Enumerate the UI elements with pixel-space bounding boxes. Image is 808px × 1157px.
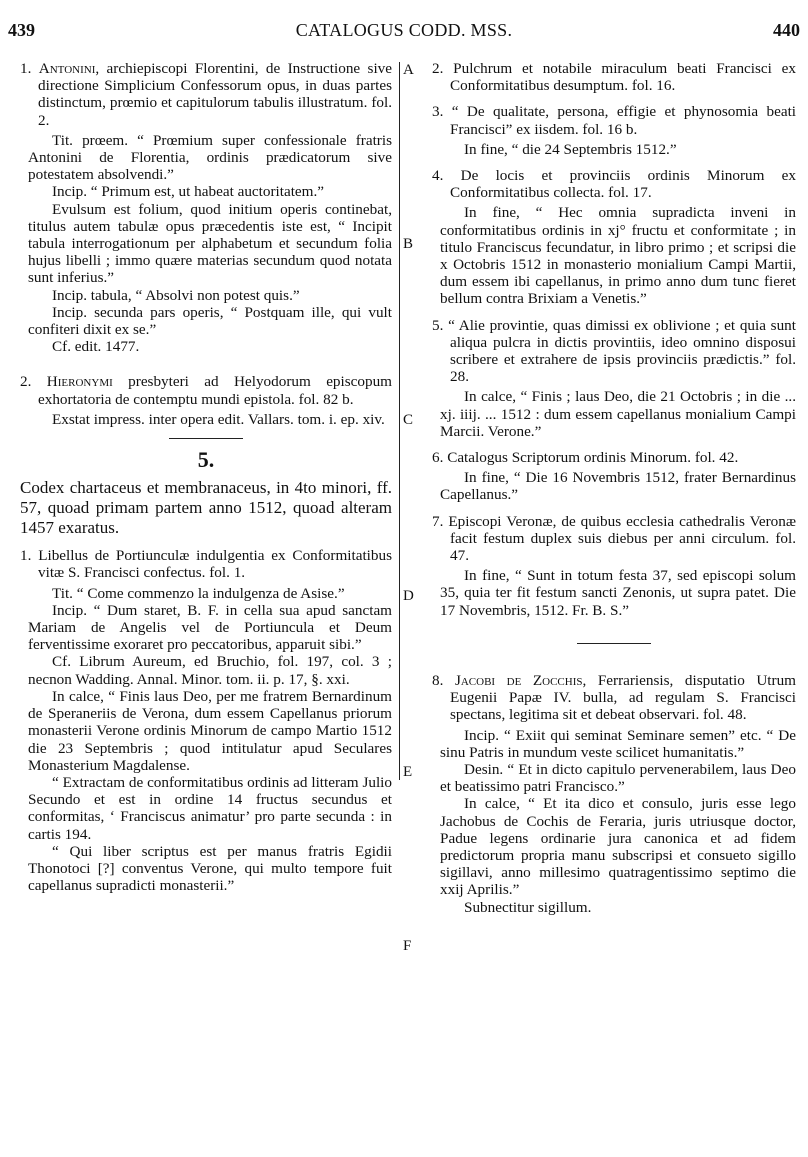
seal-note: Subnectitur sigillum. (464, 898, 592, 916)
incipit-note: Incip. “ Primum est, ut habeat auctoritatem.” (52, 183, 325, 201)
missing-leaf-note: Evulsum est folium, quod initium operis continebat, titulus autem tabulæ opus præcedentis iste est, “ Incipit tabula interrogationum per alphabetum et secundum folia hujus libelli ; immo quære materias secundum quod notata sunt inferius.” (28, 200, 392, 287)
desinit-note: Desin. “ Et in dicto capitulo pervenerabilem, laus Deo et beatissimo patri Francisco.” (440, 760, 796, 796)
explicit-note: In fine, “ die 24 Septembris 1512.” (464, 140, 677, 158)
right-page-number: 440 (773, 20, 800, 40)
scribe-note-b: conventus Verone, qui multo tempore fuit capellanus supradicti monasterii.” (28, 859, 392, 895)
running-header (0, 20, 808, 46)
entry-provintie (432, 317, 796, 386)
incipit-note: Incip. “ Dum staret, B. F. in cella sua apud sanctam Mariam de Angelis vel de Portiuncula et Deum ferventissime exoraret pro peccatoribus, apparuit sibi.” (28, 601, 392, 654)
explicit-note: In fine, “ Hec omnia supradicta inveni in conformitatibus ordinis in xj° fructu et conformitate ; in titulo Franciscus fecundatur, in libro primo ; et scripsi die x Octobris 1512 in monasterio monialium Campi Martii, dum essem ibi capellanus, in primo anno dum tunc fieret bellum contra Brixiam a Venetis.” (440, 204, 796, 308)
entry-number: 2. (20, 373, 32, 391)
explicit-note: In fine, “ Die 16 Novembris 1512, frater Bernardinus Capellanus.” (440, 469, 796, 504)
entry-episcopi (432, 513, 796, 565)
margin-letter-e: E (403, 764, 413, 780)
author-name: Jacobi de Zocchis (454, 671, 583, 689)
scribe-note-a: “ Qui liber scriptus est per manus fratris Egidii Thonotoci (28, 842, 392, 877)
uncertain-reading: [?] (97, 859, 115, 877)
entry-number: 5. (432, 316, 444, 334)
extract-note: “ Extractam de conformitatibus ordinis ad litteram Julio Secundo et est in ordine 14 fructus secundus et conformitas, ‘ Franciscus animatur’ pro parte secunda : in cartis 194. (28, 773, 392, 843)
incipit-note: Incip. “ Exiit qui seminat Seminare semen” etc. “ De sinu Patris in mundum veste scilicet humanitatis.” (440, 726, 796, 761)
margin-letter-c: C (403, 412, 414, 428)
entry-text: Libellus de Portiunculæ indulgentia ex Conformitatibus vitæ S. Francisci confectus. fol. 1. (38, 547, 392, 582)
entry-text: De locis et provinciis ordinis Minorum ex Conformitatibus collecta. fol. 17. (450, 167, 796, 202)
column-divider (399, 62, 400, 780)
reference-note: Cf. Librum Aureum, ed Bruchio, fol. 197, col. 3 ; necnon Wadding. Annal. Minor. tom. ii. p. 17, §. xxi. (28, 653, 392, 688)
left-page-number: 439 (8, 20, 35, 40)
print-note: Exstat impress. inter opera edit. Vallars. tom. i. ep. xiv. (52, 410, 385, 428)
margin-letter-f: F (403, 938, 412, 954)
entry-qualitate (432, 103, 796, 137)
entry-hieronymi (20, 373, 392, 407)
title-note: Tit. “ Come commenzo la indulgenza de Asise.” (52, 584, 345, 602)
margin-letter-a: A (403, 62, 414, 78)
entry-number: 4. (432, 167, 444, 185)
entry-text: “ De qualitate, persona, effigie et phynosomia beati Francisci” ex iisdem. fol. 16 b. (450, 103, 797, 138)
colophon-note: In calce, “ Et ita dico et consulo, juris esse lego Jachobus de Cochis de Feraria, juris utriusque doctor, Padue legens ordinarie jura canonica et ad fidem predictorum propria manu subscripsi et consueto sigillo sigillavi, anno millesimo quatragentissimo septimo die xxij Aprilis.” (440, 795, 796, 899)
section-rule (577, 643, 651, 644)
entry-portiuncula (20, 547, 392, 581)
entry-number: 8. (432, 671, 444, 689)
entry-text: , Ferrariensis, disputatio Utrum Eugenii Papæ IV. bulla, ad regulam S. Francisci spectans, legitima sit et debeat observari. fol. 48. (450, 671, 796, 724)
codex-number: 5. (197, 447, 215, 473)
author-name: Hieronymi (46, 373, 113, 391)
margin-letter-d: D (403, 588, 414, 604)
table-incipit-note: Incip. tabula, “ Absolvi non potest quis.” (52, 286, 300, 304)
entry-text: Catalogus Scriptorum ordinis Minorum. fol. 42. (447, 449, 739, 467)
entry-number: 1. (20, 60, 32, 77)
edition-note: Cf. edit. 1477. (52, 338, 140, 356)
entry-text: Pulchrum et notabile miraculum beati Francisci ex Conformitatibus desumptum. fol. 16. (450, 60, 796, 95)
margin-letter-b: B (403, 236, 414, 252)
entry-locis (432, 167, 796, 201)
colophon-note: In calce, “ Finis laus Deo, per me fratrem Bernardinum de Speraneriis de Verona, dum essem Capellanus priorum monasterii Verone ordinis Minorum de campo Martio 1512 die 23 Septembris ; quod intitulatur apud Seculares Monasterium Magdalense. (28, 687, 392, 774)
entry-catalogus (432, 449, 796, 466)
running-title: CATALOGUS CODD. MSS. (295, 20, 513, 40)
section-rule (169, 438, 243, 439)
entry-number: 1. (20, 547, 32, 565)
entry-text: Episcopi Veronæ, de quibus ecclesia cathedralis Veronæ facit festum duplex suis diebus per anni circulum. fol. 47. (448, 512, 796, 565)
codex-description: Codex chartaceus et membranaceus, in 4to minori, ff. 57, quoad primam partem anno 1512, quoad alteram 1457 exaratus. (20, 478, 392, 538)
entry-number: 6. (432, 449, 444, 467)
entry-miraculum (432, 60, 796, 94)
part-two-incipit-note: Incip. secunda pars operis, “ Postquam ille, qui vult confiteri dixit ex se.” (28, 303, 392, 339)
entry-antonini (20, 60, 392, 129)
entry-text: presbyteri ad Helyodorum episcopum exhortatoria de contemptu mundi epistola. fol. 82 b. (38, 373, 392, 408)
entry-zocchis (432, 672, 796, 724)
entry-text: “ Alie provintie, quas dimissi ex oblivione ; et quia sunt aliqua pulcra in dictis provintiis, ideo omnino disposui scribere et extrahere de ipsis provinciis prædictis.” fol. 28. (448, 316, 796, 386)
entry-number: 7. (432, 512, 444, 530)
left-column (20, 60, 392, 894)
author-name: Antonini (38, 60, 96, 77)
entry-number: 2. (432, 60, 444, 77)
explicit-note: In fine, “ Sunt in totum festa 37, sed episcopi solum 35, quia ter fit festum sancti Zenonis, ut supra patet. Die 17 Novembris, 1512. Fr. B. S.” (440, 567, 796, 619)
entry-number: 3. (432, 103, 444, 121)
scribe-note (20, 843, 392, 895)
title-note: Tit. prœem. “ Prœmium super confessionale fratris Antonini de Florentia, ordinis prædicatorum sive potestatem absolvendi.” (28, 131, 392, 184)
entry-text: , archiepiscopi Florentini, de Instructione sive directione Simplicium Confessorum opus, in duas partes distinctum, prœmio et capitulorum tabulis illustratum. fol. 2. (38, 60, 392, 129)
right-column (432, 60, 796, 916)
colophon-note: In calce, “ Finis ; laus Deo, die 21 Octobris ; in die ... xj. iiij. ... 1512 : dum essem capellanus monialium Campi Marcii. Verone.” (440, 388, 796, 440)
